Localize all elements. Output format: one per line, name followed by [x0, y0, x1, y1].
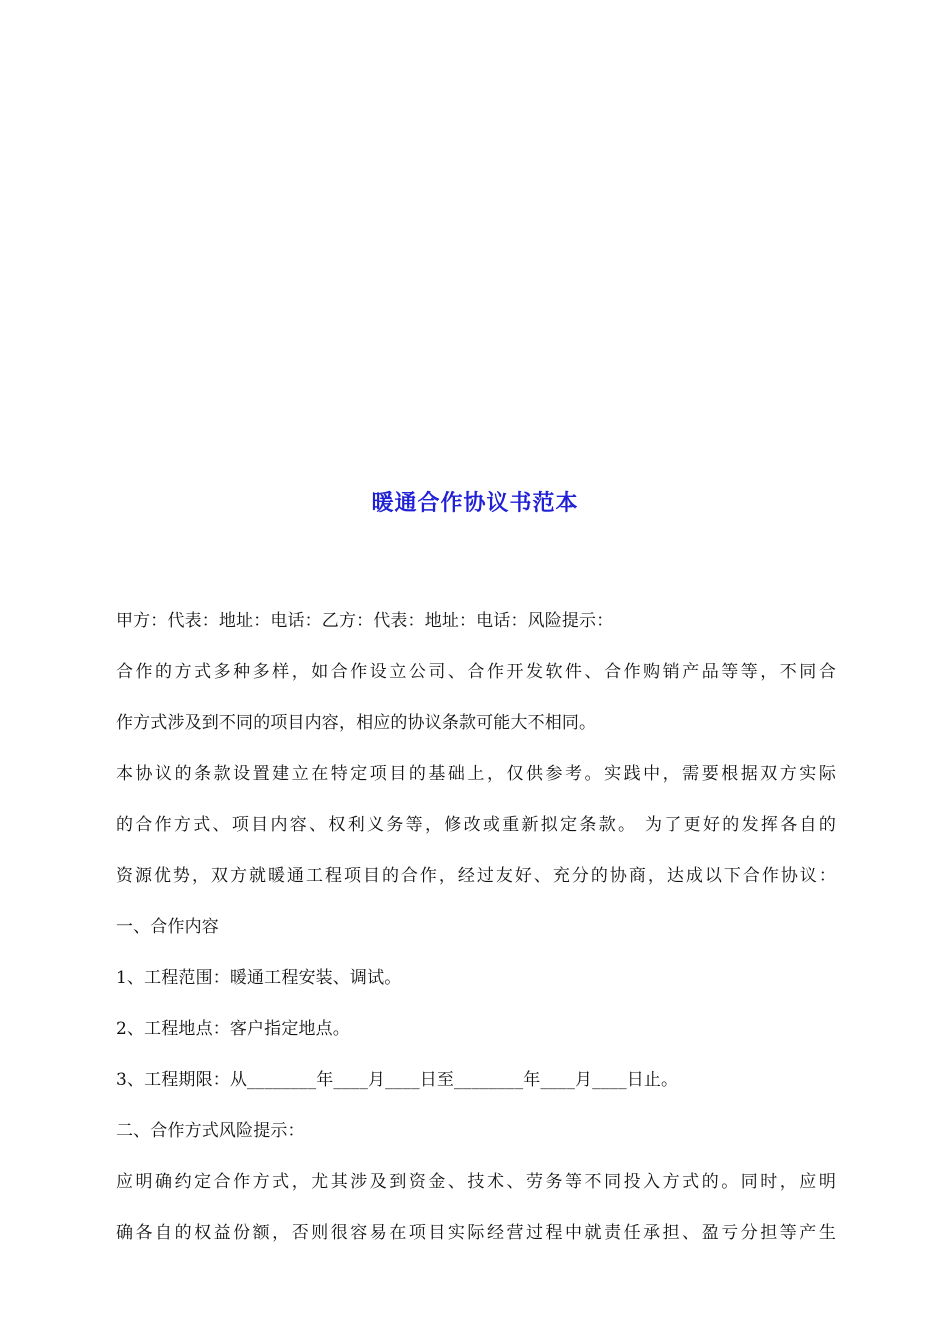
paragraph-line: 甲方：代表：地址：电话：乙方：代表：地址：电话：风险提示： — [116, 611, 614, 631]
paragraph-line: 资源优势，双方就暖通工程项目的合作，经过友好、充分的协商，达成以下合作协议： — [116, 866, 836, 886]
section-heading: 二、合作方式风险提示： — [116, 1121, 305, 1141]
list-item: 3、工程期限：从________年____月____日至________年____月____日止。 — [116, 1070, 679, 1090]
paragraph-line: 本协议的条款设置建立在特定项目的基础上，仅供参考。实践中，需要根据双方实际 — [116, 764, 836, 784]
document-body — [116, 603, 836, 1266]
paragraph-line: 确各自的权益份额，否则很容易在项目实际经营过程中就责任承担、盈亏分担等产生 — [116, 1223, 836, 1243]
paragraph-line: 合作的方式多种多样，如合作设立公司、合作开发软件、合作购销产品等等，不同合 — [116, 662, 836, 682]
document-title: 暖通合作协议书范本 — [371, 490, 579, 516]
paragraph-line: 作方式涉及到不同的项目内容，相应的协议条款可能大不相同。 — [116, 713, 597, 733]
paragraph-line: 应明确约定合作方式，尤其涉及到资金、技术、劳务等不同投入方式的。同时，应明 — [116, 1172, 836, 1192]
list-item: 2、工程地点：客户指定地点。 — [116, 1019, 350, 1039]
paragraph-line: 的合作方式、项目内容、权利义务等，修改或重新拟定条款。 为了更好的发挥各自的 — [116, 815, 836, 835]
list-item: 1、工程范围：暖通工程安装、调试。 — [116, 968, 402, 988]
section-heading: 一、合作内容 — [116, 917, 219, 937]
